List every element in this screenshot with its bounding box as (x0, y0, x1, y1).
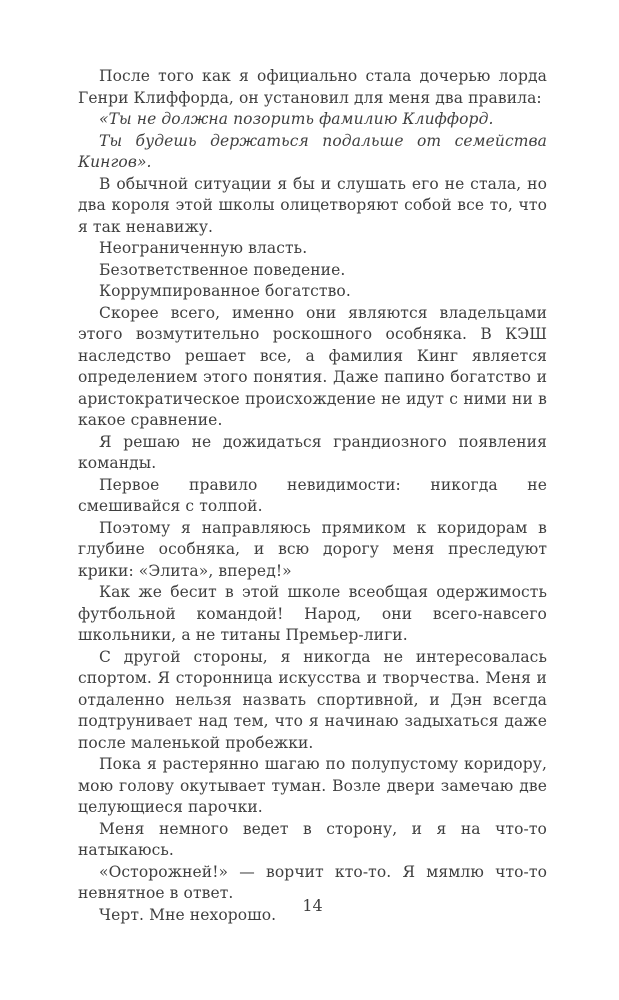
paragraph: Ты будешь держаться подальше от семейства Кингов». (78, 131, 547, 171)
paragraph: «Осторожней!» — ворчит кто-то. Я мямлю что-то невнятное в ответ. (78, 862, 547, 902)
paragraph: Меня немного ведет в сторону, и я на что-то натыкаюсь. (78, 819, 547, 859)
paragraph: После того как я официально стала дочерью лорда Генри Клиффорда, он установил для меня два правила: (78, 67, 547, 107)
paragraph: Безответственное поведение. (99, 260, 346, 279)
paragraph: Черт. Мне нехорошо. (99, 905, 277, 924)
paragraph: Пока я растерянно шагаю по полупустому коридору, мою голову окутывает туман. Возле двери замечаю две целующиеся парочки. (78, 755, 547, 816)
paragraph: Неограниченную власть. (99, 239, 308, 257)
paragraph: Коррумпированное богатство. (99, 282, 351, 300)
paragraph: «Ты не должна позорить фамилию Клиффорд. (99, 110, 494, 128)
paragraph: Как же бесит в этой школе всеобщая одержимость футбольной командой! Народ, они всего-навсего школьники, а не титаны Премьер-лиги. (78, 583, 547, 644)
paragraph: С другой стороны, я никогда не интересовалась спортом. Я сторонница искусства и творчества. Меня и отдаленно нельзя назвать спортивной, и Дэн всегда подтрунивает над тем, что я начинаю задыхаться даже после маленькой пробежки. (78, 647, 547, 752)
paragraph: В обычной ситуации я бы и слушать его не стала, но два короля этой школы олицетворяют собой все то, что я так ненавижу. (78, 174, 547, 236)
page-text (78, 66, 547, 926)
page-number: 14 (302, 896, 323, 915)
paragraph: Поэтому я направляюсь прямиком к коридорам в глубине особняка, и всю дорогу меня преследуют крики: «Элита», вперед!» (78, 518, 547, 580)
paragraph: Первое правило невидимости: никогда не смешивайся с толпой. (78, 475, 547, 515)
paragraph: Я решаю не дожидаться грандиозного появления команды. (78, 432, 547, 472)
paragraph: Скорее всего, именно они являются владельцами этого возмутительно роскошного особняка. В КЭШ наследство решает все, а фамилия Кинг является определением этого понятия. Даже папино богатство и аристократическое происхождение не идут с ними ни в какое сравнение. (78, 303, 547, 429)
